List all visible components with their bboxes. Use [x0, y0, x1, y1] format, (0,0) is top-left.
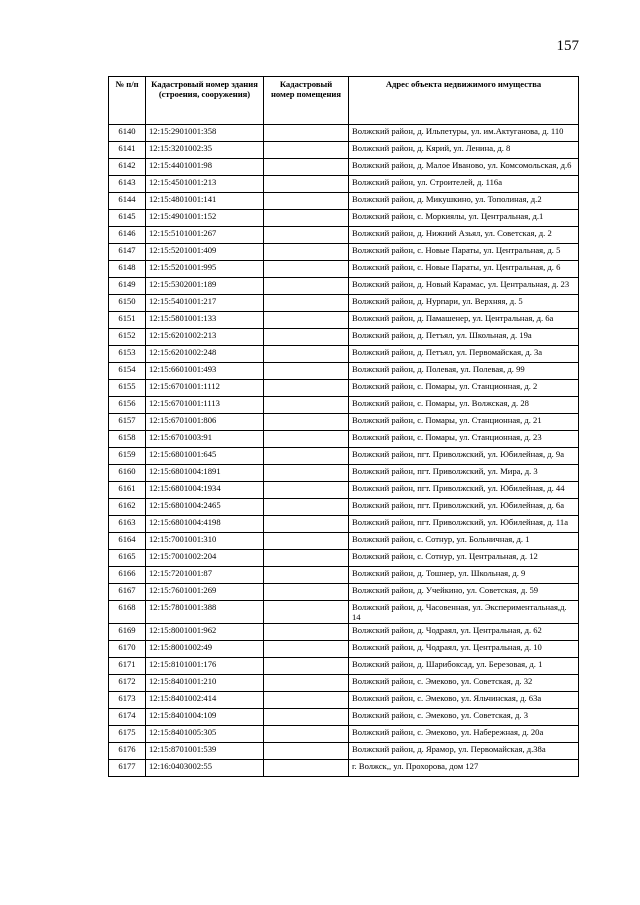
building-cadastral-number: 12:15:8101001:176 — [146, 658, 264, 675]
building-cadastral-number: 12:16:0403002:55 — [146, 760, 264, 777]
row-number: 6171 — [109, 658, 146, 675]
object-address: Волжский район, д. Микушкино, ул. Тополиная, д.2 — [349, 193, 579, 210]
building-cadastral-number: 12:15:8401002:414 — [146, 692, 264, 709]
row-number: 6167 — [109, 584, 146, 601]
row-number: 6155 — [109, 380, 146, 397]
premises-cadastral-number — [264, 692, 349, 709]
object-address: Волжский район, д. Чодраял, ул. Центральная, д. 62 — [349, 624, 579, 641]
building-cadastral-number: 12:15:7801001:388 — [146, 601, 264, 624]
row-number: 6170 — [109, 641, 146, 658]
object-address: Волжский район, с. Новые Параты, ул. Центральная, д. 5 — [349, 244, 579, 261]
building-cadastral-number: 12:15:6701003:91 — [146, 431, 264, 448]
header-premises-cadastral: Кадастровый номер помещения — [264, 77, 349, 125]
object-address: Волжский район, д. Кярий, ул. Ленина, д. 8 — [349, 142, 579, 159]
table-row — [109, 363, 579, 380]
premises-cadastral-number — [264, 227, 349, 244]
premises-cadastral-number — [264, 499, 349, 516]
row-number: 6143 — [109, 176, 146, 193]
building-cadastral-number: 12:15:7001002:204 — [146, 550, 264, 567]
building-cadastral-number: 12:15:6801004:1934 — [146, 482, 264, 499]
table-header — [109, 77, 579, 125]
object-address: Волжский район, д. Учейкино, ул. Советская, д. 59 — [349, 584, 579, 601]
row-number: 6146 — [109, 227, 146, 244]
table-row — [109, 380, 579, 397]
table-row — [109, 482, 579, 499]
premises-cadastral-number — [264, 312, 349, 329]
table-row — [109, 448, 579, 465]
premises-cadastral-number — [264, 295, 349, 312]
table-row — [109, 550, 579, 567]
building-cadastral-number: 12:15:6801004:2465 — [146, 499, 264, 516]
building-cadastral-number: 12:15:8401004:109 — [146, 709, 264, 726]
object-address: Волжский район, пгт. Приволжский, ул. Юбилейная, д. 6а — [349, 499, 579, 516]
table-row — [109, 675, 579, 692]
building-cadastral-number: 12:15:4801001:141 — [146, 193, 264, 210]
table-row — [109, 516, 579, 533]
table-row — [109, 760, 579, 777]
building-cadastral-number: 12:15:6201002:248 — [146, 346, 264, 363]
premises-cadastral-number — [264, 567, 349, 584]
building-cadastral-number: 12:15:6701001:1112 — [146, 380, 264, 397]
object-address: Волжский район, ул. Строителей, д. 116а — [349, 176, 579, 193]
object-address: Волжский район, д. Ильпетуры, ул. им.Актуганова, д. 110 — [349, 125, 579, 142]
table-row — [109, 658, 579, 675]
premises-cadastral-number — [264, 533, 349, 550]
table-row — [109, 227, 579, 244]
building-cadastral-number: 12:15:6801004:1891 — [146, 465, 264, 482]
row-number: 6150 — [109, 295, 146, 312]
building-cadastral-number: 12:15:6201002:213 — [146, 329, 264, 346]
row-number: 6153 — [109, 346, 146, 363]
row-number: 6168 — [109, 601, 146, 624]
premises-cadastral-number — [264, 658, 349, 675]
row-number: 6165 — [109, 550, 146, 567]
row-number: 6160 — [109, 465, 146, 482]
row-number: 6154 — [109, 363, 146, 380]
row-number: 6156 — [109, 397, 146, 414]
premises-cadastral-number — [264, 397, 349, 414]
row-number: 6174 — [109, 709, 146, 726]
object-address: Волжский район, с. Сотнур, ул. Больничная, д. 1 — [349, 533, 579, 550]
object-address: Волжский район, д. Нурпари, ул. Верхняя, д. 5 — [349, 295, 579, 312]
table-row — [109, 533, 579, 550]
premises-cadastral-number — [264, 125, 349, 142]
premises-cadastral-number — [264, 584, 349, 601]
building-cadastral-number: 12:15:8001002:49 — [146, 641, 264, 658]
building-cadastral-number: 12:15:6801004:4198 — [146, 516, 264, 533]
row-number: 6176 — [109, 743, 146, 760]
premises-cadastral-number — [264, 482, 349, 499]
object-address: Волжский район, пгт. Приволжский, ул. Юбилейная, д. 44 — [349, 482, 579, 499]
building-cadastral-number: 12:15:3201002:35 — [146, 142, 264, 159]
building-cadastral-number: 12:15:4401001:98 — [146, 159, 264, 176]
object-address: Волжский район, д. Часовенная, ул. Экспериментальная,д. 14 — [349, 601, 579, 624]
building-cadastral-number: 12:15:6701001:806 — [146, 414, 264, 431]
object-address: Волжский район, д. Ярамор, ул. Первомайская, д.38а — [349, 743, 579, 760]
row-number: 6157 — [109, 414, 146, 431]
building-cadastral-number: 12:15:6601001:493 — [146, 363, 264, 380]
building-cadastral-number: 12:15:4501001:213 — [146, 176, 264, 193]
table-row — [109, 414, 579, 431]
row-number: 6173 — [109, 692, 146, 709]
table-row — [109, 743, 579, 760]
table-row — [109, 567, 579, 584]
table-row — [109, 261, 579, 278]
table-row — [109, 346, 579, 363]
row-number: 6175 — [109, 726, 146, 743]
row-number: 6151 — [109, 312, 146, 329]
table-row — [109, 499, 579, 516]
object-address: г. Волжск,, ул. Прохорова, дом 127 — [349, 760, 579, 777]
premises-cadastral-number — [264, 244, 349, 261]
object-address: Волжский район, д. Шарибоксад, ул. Березовая, д. 1 — [349, 658, 579, 675]
premises-cadastral-number — [264, 760, 349, 777]
header-row — [109, 77, 579, 125]
building-cadastral-number: 12:15:8001001:962 — [146, 624, 264, 641]
row-number: 6147 — [109, 244, 146, 261]
building-cadastral-number: 12:15:4901001:152 — [146, 210, 264, 227]
premises-cadastral-number — [264, 363, 349, 380]
object-address: Волжский район, пгт. Приволжский, ул. Юбилейная, д. 9а — [349, 448, 579, 465]
row-number: 6141 — [109, 142, 146, 159]
row-number: 6177 — [109, 760, 146, 777]
table-body — [109, 125, 579, 777]
premises-cadastral-number — [264, 726, 349, 743]
table-row — [109, 692, 579, 709]
object-address: Волжский район, пгт. Приволжский, ул. Мира, д. 3 — [349, 465, 579, 482]
building-cadastral-number: 12:15:8701001:539 — [146, 743, 264, 760]
premises-cadastral-number — [264, 193, 349, 210]
table-row — [109, 601, 579, 624]
table-row — [109, 142, 579, 159]
row-number: 6145 — [109, 210, 146, 227]
object-address: Волжский район, с. Эмеково, ул. Советская, д. 3 — [349, 709, 579, 726]
object-address: Волжский район, с. Помары, ул. Станционная, д. 2 — [349, 380, 579, 397]
row-number: 6149 — [109, 278, 146, 295]
building-cadastral-number: 12:15:8401005:305 — [146, 726, 264, 743]
row-number: 6164 — [109, 533, 146, 550]
premises-cadastral-number — [264, 176, 349, 193]
premises-cadastral-number — [264, 709, 349, 726]
premises-cadastral-number — [264, 516, 349, 533]
table-row — [109, 278, 579, 295]
premises-cadastral-number — [264, 142, 349, 159]
object-address: Волжский район, д. Петъял, ул. Школьная, д. 19а — [349, 329, 579, 346]
table-row — [109, 465, 579, 482]
object-address: Волжский район, с. Помары, ул. Станционная, д. 23 — [349, 431, 579, 448]
premises-cadastral-number — [264, 261, 349, 278]
row-number: 6159 — [109, 448, 146, 465]
building-cadastral-number: 12:15:5101001:267 — [146, 227, 264, 244]
premises-cadastral-number — [264, 641, 349, 658]
object-address: Волжский район, д. Памашенер, ул. Центральная, д. 6а — [349, 312, 579, 329]
premises-cadastral-number — [264, 431, 349, 448]
row-number: 6162 — [109, 499, 146, 516]
table-row — [109, 193, 579, 210]
header-number: № п/п — [109, 77, 146, 125]
building-cadastral-number: 12:15:5302001:189 — [146, 278, 264, 295]
premises-cadastral-number — [264, 743, 349, 760]
header-building-cadastral: Кадастровый номер здания (строения, сооружения) — [146, 77, 264, 125]
row-number: 6144 — [109, 193, 146, 210]
object-address: Волжский район, с. Эмеково, ул. Советская, д. 32 — [349, 675, 579, 692]
table-row — [109, 329, 579, 346]
table-row — [109, 709, 579, 726]
table-row — [109, 624, 579, 641]
row-number: 6166 — [109, 567, 146, 584]
building-cadastral-number: 12:15:2901001:358 — [146, 125, 264, 142]
object-address: Волжский район, д. Малое Иваново, ул. Комсомольская, д.6 — [349, 159, 579, 176]
building-cadastral-number: 12:15:5201001:409 — [146, 244, 264, 261]
building-cadastral-number: 12:15:8401001:210 — [146, 675, 264, 692]
row-number: 6152 — [109, 329, 146, 346]
table-row — [109, 125, 579, 142]
row-number: 6148 — [109, 261, 146, 278]
premises-cadastral-number — [264, 448, 349, 465]
table-row — [109, 244, 579, 261]
page-number: 157 — [556, 38, 579, 54]
table-row — [109, 210, 579, 227]
object-address: Волжский район, с. Помары, ул. Волжская, д. 28 — [349, 397, 579, 414]
table-row — [109, 431, 579, 448]
object-address: Волжский район, д. Полевая, ул. Полевая, д. 99 — [349, 363, 579, 380]
premises-cadastral-number — [264, 210, 349, 227]
premises-cadastral-number — [264, 329, 349, 346]
table-row — [109, 312, 579, 329]
row-number: 6161 — [109, 482, 146, 499]
building-cadastral-number: 12:15:6801001:645 — [146, 448, 264, 465]
header-address: Адрес объекта недвижимого имущества — [349, 77, 579, 125]
table-row — [109, 641, 579, 658]
row-number: 6158 — [109, 431, 146, 448]
table-row — [109, 176, 579, 193]
table-row — [109, 159, 579, 176]
building-cadastral-number: 12:15:6701001:1113 — [146, 397, 264, 414]
object-address: Волжский район, с. Помары, ул. Станционная, д. 21 — [349, 414, 579, 431]
row-number: 6172 — [109, 675, 146, 692]
object-address: Волжский район, д. Петъял, ул. Первомайская, д. 3а — [349, 346, 579, 363]
premises-cadastral-number — [264, 159, 349, 176]
object-address: Волжский район, д. Чодраял, ул. Центральная, д. 10 — [349, 641, 579, 658]
building-cadastral-number: 12:15:7001001:310 — [146, 533, 264, 550]
building-cadastral-number: 12:15:5801001:133 — [146, 312, 264, 329]
premises-cadastral-number — [264, 346, 349, 363]
premises-cadastral-number — [264, 601, 349, 624]
object-address: Волжский район, д. Нижний Азьял, ул. Советская, д. 2 — [349, 227, 579, 244]
row-number: 6163 — [109, 516, 146, 533]
object-address: Волжский район, с. Моркиялы, ул. Центральная, д.1 — [349, 210, 579, 227]
table-row — [109, 397, 579, 414]
premises-cadastral-number — [264, 550, 349, 567]
table-row — [109, 584, 579, 601]
object-address: Волжский район, д. Тошнер, ул. Школьная, д. 9 — [349, 567, 579, 584]
object-address: Волжский район, с. Сотнур, ул. Центральная, д. 12 — [349, 550, 579, 567]
table-row — [109, 295, 579, 312]
premises-cadastral-number — [264, 465, 349, 482]
row-number: 6142 — [109, 159, 146, 176]
object-address: Волжский район, д. Новый Карамас, ул. Центральная, д. 23 — [349, 278, 579, 295]
building-cadastral-number: 12:15:7201001:87 — [146, 567, 264, 584]
premises-cadastral-number — [264, 380, 349, 397]
premises-cadastral-number — [264, 414, 349, 431]
object-address: Волжский район, с. Эмеково, ул. Яльчинская, д. 63а — [349, 692, 579, 709]
object-address: Волжский район, пгт. Приволжский, ул. Юбилейная, д. 11а — [349, 516, 579, 533]
table-row — [109, 726, 579, 743]
building-cadastral-number: 12:15:5401001:217 — [146, 295, 264, 312]
property-registry-table — [108, 76, 579, 777]
premises-cadastral-number — [264, 278, 349, 295]
premises-cadastral-number — [264, 624, 349, 641]
building-cadastral-number: 12:15:5201001:995 — [146, 261, 264, 278]
row-number: 6169 — [109, 624, 146, 641]
row-number: 6140 — [109, 125, 146, 142]
premises-cadastral-number — [264, 675, 349, 692]
object-address: Волжский район, с. Новые Параты, ул. Центральная, д. 6 — [349, 261, 579, 278]
building-cadastral-number: 12:15:7601001:269 — [146, 584, 264, 601]
object-address: Волжский район, с. Эмеково, ул. Набережная, д. 20а — [349, 726, 579, 743]
